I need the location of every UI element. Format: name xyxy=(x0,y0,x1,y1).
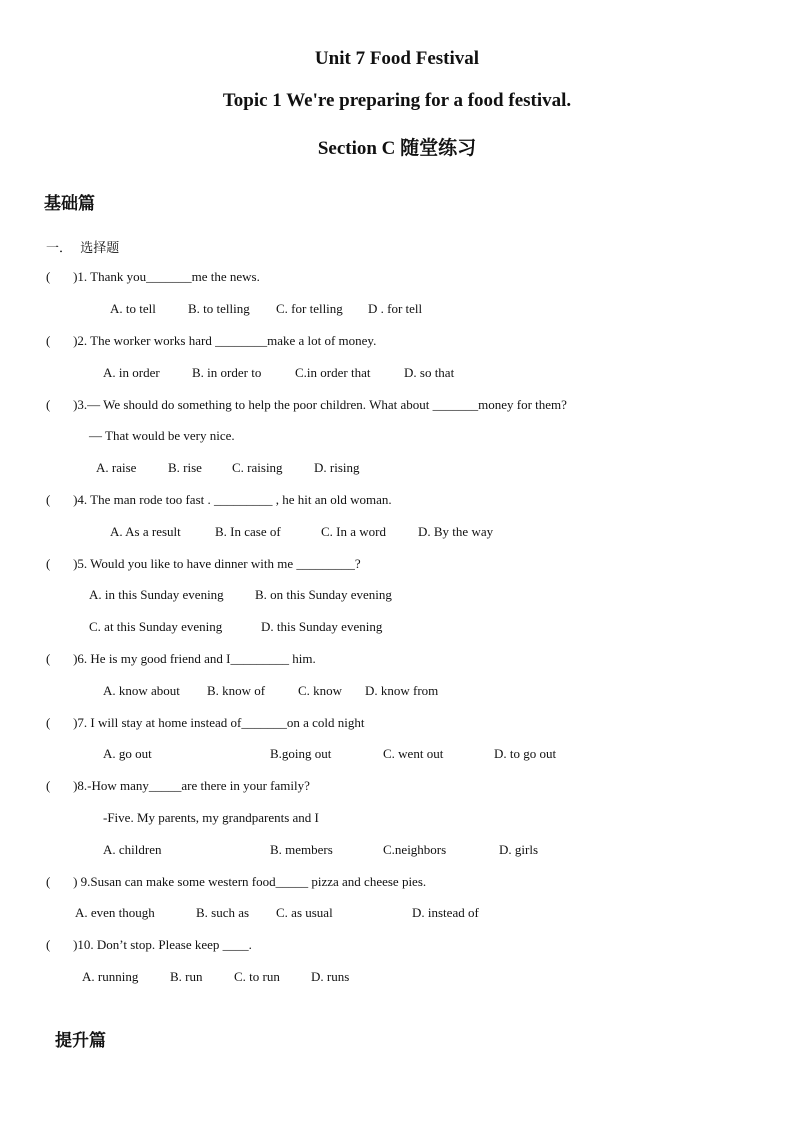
q9-option-c: C. as usual xyxy=(276,905,333,920)
q4-option-d: D. By the way xyxy=(418,524,494,539)
q10-option-b: B. run xyxy=(170,969,203,984)
q9-option-a: A. even though xyxy=(75,905,155,920)
section-multiple-choice: 一． 选择题 xyxy=(46,241,120,256)
q2-option-c: C.in order that xyxy=(295,365,371,380)
question-6: ( )6. He is my good friend and I_________ him. xyxy=(46,651,316,666)
q10-option-d: D. runs xyxy=(311,969,350,984)
q7-option-a: A. go out xyxy=(103,746,152,761)
q2-option-b: B. in order to xyxy=(192,365,262,380)
question-10: ( )10. Don’t stop. Please keep ____. xyxy=(46,937,252,952)
question-5: ( )5. Would you like to have dinner with me _________? xyxy=(46,556,361,571)
unit-title: Unit 7 Food Festival xyxy=(314,48,480,69)
question-3: ( )3.— We should do something to help the poor children. What about _______money for them? xyxy=(46,397,567,412)
q6-option-b: B. know of xyxy=(207,683,266,698)
q2-option-d: D. so that xyxy=(404,365,455,380)
question-7: ( )7. I will stay at home instead of_______on a cold night xyxy=(46,715,365,730)
q6-option-a: A. know about xyxy=(103,683,180,698)
q5-option-b: B. on this Sunday evening xyxy=(255,587,392,602)
topic-title: Topic 1 We're preparing for a food festival. xyxy=(222,90,572,111)
q1-option-d: D . for tell xyxy=(368,301,423,316)
question-2: ( )2. The worker works hard ________make a lot of money. xyxy=(46,333,377,348)
question-3-response: — That would be very nice. xyxy=(89,428,235,443)
q8-option-b: B. members xyxy=(270,842,333,857)
q3-option-d: D. rising xyxy=(314,460,360,475)
q4-option-c: C. In a word xyxy=(321,524,386,539)
part-basic-heading: 基础篇 xyxy=(44,194,95,214)
q6-option-d: D. know from xyxy=(365,683,439,698)
q10-option-c: C. to run xyxy=(234,969,280,984)
q1-option-c: C. for telling xyxy=(276,301,343,316)
q3-option-b: B. rise xyxy=(168,460,202,475)
question-1: ( )1. Thank you_______me the news. xyxy=(46,269,260,284)
q5-option-a: A. in this Sunday evening xyxy=(89,587,224,602)
q3-option-a: A. raise xyxy=(96,460,137,475)
q8-option-a: A. children xyxy=(103,842,162,857)
q7-option-b: B.going out xyxy=(270,746,332,761)
q4-option-b: B. In case of xyxy=(215,524,281,539)
q7-option-d: D. to go out xyxy=(494,746,557,761)
q10-option-a: A. running xyxy=(82,969,139,984)
q5-option-c: C. at this Sunday evening xyxy=(89,619,223,634)
question-9: ( ) 9.Susan can make some western food_____ pizza and cheese pies. xyxy=(46,874,427,889)
q8-option-d: D. girls xyxy=(499,842,538,857)
q8-option-c: C.neighbors xyxy=(383,842,447,857)
q4-option-a: A. As a result xyxy=(110,524,181,539)
q1-option-b: B. to telling xyxy=(188,301,250,316)
q7-option-c: C. went out xyxy=(383,746,444,761)
question-8-response: -Five. My parents, my grandparents and I xyxy=(103,810,319,825)
q5-option-d: D. this Sunday evening xyxy=(261,619,383,634)
q3-option-c: C. raising xyxy=(232,460,283,475)
section-title: Section C 随堂练习 xyxy=(317,138,477,159)
q9-option-b: B. such as xyxy=(196,905,250,920)
q1-option-a: A. to tell xyxy=(110,301,156,316)
q2-option-a: A. in order xyxy=(103,365,160,380)
q6-option-c: C. know xyxy=(298,683,343,698)
q9-option-d: D. instead of xyxy=(412,905,479,920)
question-8: ( )8.-How many_____are there in your family? xyxy=(46,778,310,793)
part-advanced-heading: 提升篇 xyxy=(55,1031,106,1051)
question-4: ( )4. The man rode too fast . _________ , he hit an old woman. xyxy=(46,492,392,507)
